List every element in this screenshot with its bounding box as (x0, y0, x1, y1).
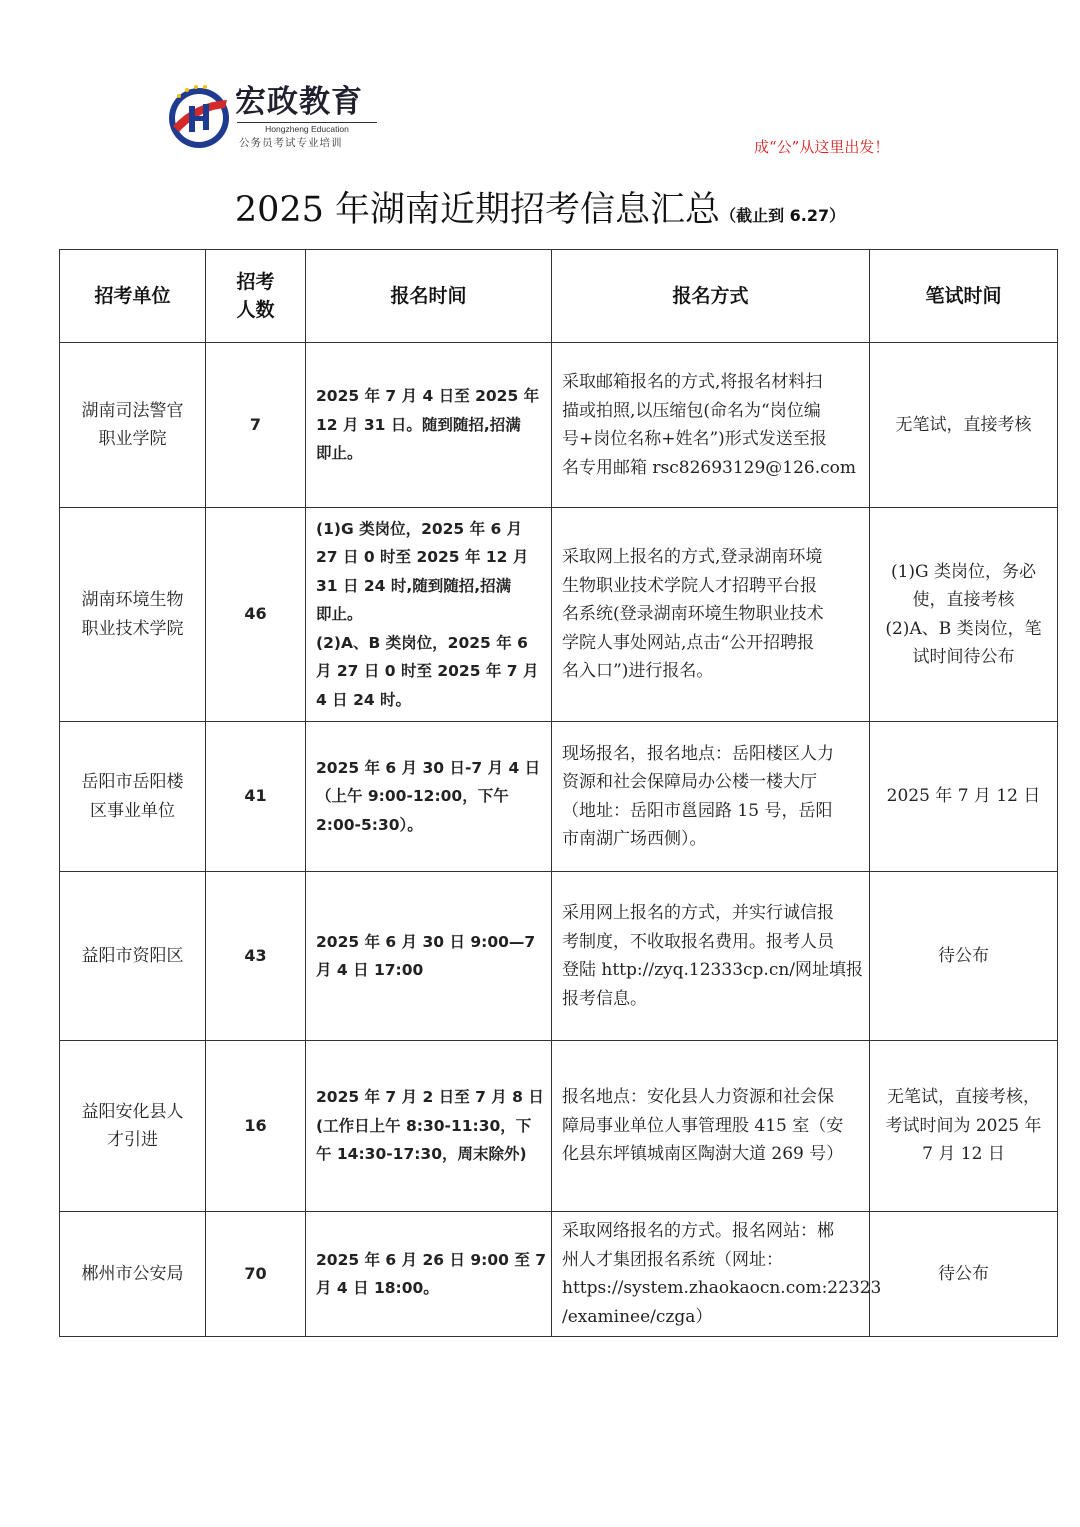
cell-exam (870, 508, 1058, 722)
logo-english: Hongzheng Education (237, 122, 377, 134)
cell-exam-line: 7 月 12 日 (922, 1144, 1005, 1165)
cell-time (306, 1041, 552, 1212)
cell-method-line: 考制度，不收取报名费用。报考人员 (562, 931, 834, 952)
cell-time (306, 722, 552, 872)
table-row (60, 1212, 1058, 1337)
cell-time-line: (工作日上午 8:30-11:30，下 (316, 1116, 532, 1135)
cell-method-line: 报考信息。 (562, 988, 647, 1009)
cell-exam-line: 考试时间为 2025 年 (885, 1115, 1042, 1136)
cell-method-line: 报名地点：安化县人力资源和社会保 (562, 1087, 834, 1108)
page-title (0, 182, 1080, 232)
header-count-line: 招考 (236, 271, 275, 293)
cell-time-line: 12 月 31 日。随到随招,招满 (316, 415, 521, 434)
hongzheng-logo-icon (165, 82, 233, 150)
cell-unit (60, 508, 206, 722)
cell-time-line: 即止。 (316, 605, 363, 624)
slogan: 成“公”从这里出发！ (754, 138, 890, 156)
cell-time-line: 27 日 0 时至 2025 年 12 月 (316, 548, 529, 567)
cell-unit-line: 郴州市公安局 (81, 1263, 184, 1284)
cell-exam (870, 1212, 1058, 1337)
cell-exam-line: 待公布 (938, 1263, 989, 1284)
cell-unit (60, 722, 206, 872)
cell-method-line: 采用网上报名的方式，并实行诚信报 (562, 903, 834, 923)
table-row (60, 722, 1058, 872)
cell-method-line: https://system.zhaokaocn.com:22323 (562, 1278, 882, 1298)
header-method: 报名方式 (552, 250, 870, 343)
cell-method (552, 508, 870, 722)
title-note: （截止到 6.27） (720, 206, 846, 225)
cell-time (306, 872, 552, 1041)
cell-unit-line: 区事业单位 (90, 800, 175, 821)
cell-time-line: 即止。 (316, 444, 363, 463)
cell-time-line: 午 14:30-17:30，周末除外) (316, 1145, 527, 1164)
cell-method (552, 872, 870, 1041)
cell-method-line: 障局事业单位人事管理股 415 室（安 (562, 1115, 844, 1136)
cell-count: 70 (206, 1212, 306, 1337)
cell-unit-line: 益阳安化县人 (81, 1101, 184, 1122)
cell-count: 41 (206, 722, 306, 872)
cell-count: 46 (206, 508, 306, 722)
cell-method-line: /examinee/czga） (562, 1306, 713, 1327)
cell-exam-line: 2025 年 7 月 12 日 (886, 786, 1041, 807)
cell-method-line: 采取网上报名的方式,登录湖南环境 (562, 547, 823, 568)
table-row (60, 1041, 1058, 1212)
cell-time-line: 31 日 24 时,随到随招,招满 (316, 576, 512, 595)
cell-time-line: 2025 年 6 月 26 日 9:00 至 7 (316, 1250, 547, 1269)
cell-exam-line: 无笔试，直接考核， (887, 1087, 1040, 1108)
cell-method-line: 采取邮箱报名的方式,将报名材料扫 (562, 372, 823, 392)
header-count (206, 250, 306, 343)
cell-unit (60, 343, 206, 508)
cell-method-line: 登陆 http://zyq.12333cp.cn/网址填报 (562, 960, 864, 980)
cell-count: 43 (206, 872, 306, 1041)
cell-unit-line: 湖南司法警官 (81, 400, 184, 421)
cell-time-line: 月 4 日 18:00。 (316, 1279, 439, 1297)
cell-count: 7 (206, 343, 306, 508)
cell-exam (870, 872, 1058, 1041)
cell-time (306, 343, 552, 508)
cell-time-line: 2025 年 7 月 4 日至 2025 年 (316, 387, 540, 406)
cell-method-line: 描或拍照,以压缩包(命名为“岗位编 (562, 400, 821, 421)
cell-unit-line: 才引进 (107, 1130, 158, 1150)
cell-unit (60, 1041, 206, 1212)
cell-method (552, 1212, 882, 1337)
cell-unit-line: 岳阳市岳阳楼 (81, 772, 184, 792)
cell-unit (60, 1212, 206, 1337)
cell-method-line: 化县东坪镇城南区陶澍大道 269 号） (562, 1144, 844, 1165)
cell-exam (870, 343, 1058, 508)
table-header-row (60, 250, 1058, 343)
cell-method-line: 市南湖广场西侧）。 (562, 829, 707, 849)
cell-time-line: 月 4 日 17:00 (316, 961, 424, 979)
cell-exam-line: (1)G 类岗位，务必 (890, 561, 1037, 582)
cell-time-line: 2025 年 7 月 2 日至 7 月 8 日 (316, 1088, 544, 1107)
cell-method-line: 资源和社会保障局办公楼一楼大厅 (562, 772, 817, 792)
cell-method-line: 现场报名，报名地点：岳阳楼区人力 (562, 743, 834, 764)
cell-unit-line: 职业学院 (98, 429, 167, 449)
cell-method-line: 生物职业技术学院人才招聘平台报 (562, 575, 817, 596)
cell-method (552, 343, 870, 508)
cell-count: 16 (206, 1041, 306, 1212)
cell-unit-line: 益阳市资阳区 (81, 945, 184, 966)
recruitment-table (59, 249, 1058, 1337)
cell-method-line: 州人才集团报名系统（网址： (562, 1249, 783, 1270)
title-main: 2025 年湖南近期招考信息汇总 (234, 190, 721, 230)
cell-time-line: (1)G 类岗位，2025 年 6 月 (316, 519, 523, 538)
cell-method (552, 722, 870, 872)
cell-method-line: （地址：岳阳市邕园路 15 号，岳阳 (562, 800, 833, 821)
cell-method-line: 名入口”)进行报名。 (562, 661, 714, 682)
cell-exam-line: 待公布 (938, 945, 989, 966)
logo-name: 宏政教育 (235, 84, 363, 120)
cell-time-line: 2025 年 6 月 30 日-7 月 4 日 (316, 758, 541, 777)
cell-time (306, 1212, 552, 1337)
cell-exam (870, 722, 1058, 872)
logo (165, 78, 395, 158)
header-unit: 招考单位 (60, 250, 206, 343)
cell-time-line: (2)A、B 类岗位，2025 年 6 (316, 633, 528, 652)
cell-method-line: 号+岗位名称+姓名”)形式发送至报 (562, 429, 827, 449)
table-row (60, 343, 1058, 508)
cell-method-line: 名专用邮箱 rsc82693129@126.com (562, 457, 857, 478)
cell-exam-line: (2)A、B 类岗位，笔 (885, 618, 1042, 639)
table-row (60, 508, 1058, 722)
cell-unit (60, 872, 206, 1041)
table-row (60, 872, 1058, 1041)
cell-exam-line: 试时间待公布 (912, 647, 1015, 667)
cell-time-line: 2:00-5:30）。 (316, 815, 423, 834)
cell-time-line: 2025 年 6 月 30 日 9:00—7 (316, 932, 536, 951)
header-exam: 笔试时间 (870, 250, 1058, 343)
cell-method (552, 1041, 870, 1212)
cell-unit-line: 职业技术学院 (81, 618, 184, 639)
header-time: 报名时间 (306, 250, 552, 343)
cell-exam-line: 无笔试，直接考核 (895, 414, 1032, 435)
cell-exam-line: 使，直接考核 (912, 590, 1015, 610)
cell-time (306, 508, 552, 722)
header-count-line: 人数 (236, 299, 275, 321)
cell-unit-line: 湖南环境生物 (81, 590, 184, 610)
cell-method-line: 采取网络报名的方式。报名网站：郴 (562, 1221, 834, 1241)
cell-method-line: 名系统(登录湖南环境生物职业技术 (562, 604, 824, 625)
cell-exam (870, 1041, 1058, 1212)
logo-subtitle: 公务员考试专业培训 (239, 137, 343, 149)
cell-method-line: 学院人事处网站,点击“公开招聘报 (562, 632, 815, 653)
cell-time-line: 4 日 24 时。 (316, 690, 412, 709)
cell-time-line: 月 27 日 0 时至 2025 年 7 月 (316, 662, 539, 681)
cell-time-line: （上午 9:00-12:00，下午 (316, 787, 509, 806)
